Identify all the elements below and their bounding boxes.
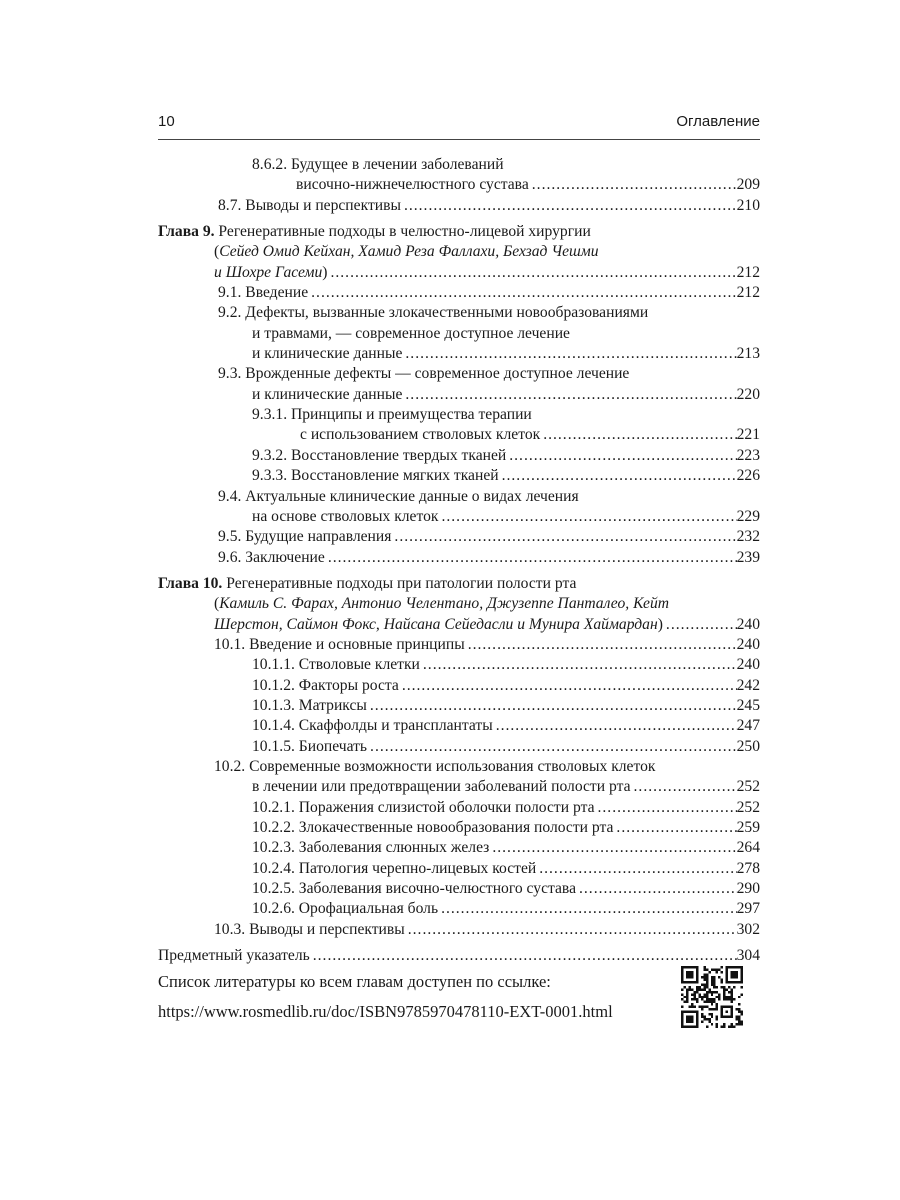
toc-page-number: 210 bbox=[736, 196, 760, 214]
dot-leader bbox=[595, 798, 737, 818]
toc-entry-title: 10.2.5. Заболевания височно-челюстного сустава bbox=[252, 880, 576, 898]
toc-entry[interactable] bbox=[158, 676, 760, 696]
toc-entry-title: 10.3. Выводы и перспективы bbox=[214, 920, 405, 938]
toc-entry-title: Глава 9. Регенеративные подходы в челюстно-лицевой хирургии bbox=[158, 223, 591, 241]
toc-entry[interactable] bbox=[158, 574, 760, 594]
toc-entry-title: и клинические данные bbox=[252, 345, 403, 363]
toc-entry[interactable] bbox=[158, 263, 760, 283]
dot-leader bbox=[506, 446, 736, 466]
toc-entry[interactable] bbox=[158, 548, 760, 568]
toc-entry-title: 10.2.2. Злокачественные новообразования полости рта bbox=[252, 819, 614, 836]
toc-page-number: 252 bbox=[736, 778, 760, 796]
dot-leader bbox=[663, 615, 737, 635]
toc-entry[interactable] bbox=[158, 635, 760, 655]
toc-entry-title: 10.2.4. Патология черепно-лицевых костей bbox=[252, 859, 537, 877]
toc-page-number: 240 bbox=[736, 656, 760, 674]
toc-entry[interactable] bbox=[158, 615, 760, 635]
toc-entry-title: (Сейед Омид Кейхан, Хамид Реза Фаллахи, Бехзад Чешми bbox=[214, 243, 599, 261]
toc-entry-title: в лечении или предотвращении заболеваний полости рта bbox=[252, 778, 631, 796]
toc-entry[interactable] bbox=[158, 507, 760, 527]
toc-entry[interactable] bbox=[158, 155, 760, 175]
toc-entry[interactable] bbox=[158, 446, 760, 466]
toc-entry[interactable] bbox=[158, 818, 760, 838]
toc-entry-title: 10.2. Современные возможности использования стволовых клеток bbox=[214, 757, 656, 775]
toc-entry[interactable] bbox=[158, 899, 760, 919]
toc-page-number: 209 bbox=[736, 176, 760, 194]
toc-entry-title: 10.1. Введение и основные принципы bbox=[214, 635, 465, 653]
dot-leader bbox=[540, 425, 736, 445]
toc-page-number: 278 bbox=[736, 859, 760, 877]
toc-page-number: 240 bbox=[736, 635, 760, 653]
toc-page-number: 232 bbox=[736, 528, 760, 546]
dot-leader bbox=[493, 716, 737, 736]
dot-leader bbox=[308, 283, 736, 303]
dot-leader bbox=[405, 920, 737, 940]
toc-entry[interactable] bbox=[158, 425, 760, 445]
toc-entry[interactable] bbox=[158, 175, 760, 195]
toc-entry[interactable] bbox=[158, 466, 760, 486]
page-number: 10 bbox=[158, 113, 175, 130]
toc-entry-title: 9.4. Актуальные клинические данные о видах лечения bbox=[218, 487, 579, 505]
dot-leader bbox=[325, 548, 737, 568]
dot-leader bbox=[310, 946, 737, 966]
toc-entry-title: 9.2. Дефекты, вызванные злокачественными новообразованиями bbox=[218, 304, 649, 322]
toc-page-number: 247 bbox=[736, 717, 760, 735]
dot-leader bbox=[489, 838, 736, 858]
toc-entry[interactable] bbox=[158, 364, 760, 384]
dot-leader bbox=[529, 175, 737, 195]
toc-entry[interactable] bbox=[158, 859, 760, 879]
dot-leader bbox=[402, 344, 736, 364]
dot-leader bbox=[391, 527, 736, 547]
toc-page-number: 259 bbox=[736, 819, 760, 836]
toc-entry[interactable] bbox=[158, 696, 760, 716]
toc-page-number: 245 bbox=[736, 696, 760, 714]
toc-page-number: 252 bbox=[736, 798, 760, 816]
toc-entry-title: 10.2.6. Орофациальная боль bbox=[252, 900, 439, 918]
toc-entry-title: 10.1.4. Скаффолды и трансплантаты bbox=[252, 717, 493, 735]
references-note-text: Список литературы ко всем главам доступен по ссылке: bbox=[158, 972, 551, 991]
dot-leader bbox=[367, 737, 737, 757]
toc-entry[interactable] bbox=[158, 487, 760, 507]
toc-entry-title: 10.1.3. Матриксы bbox=[252, 696, 367, 714]
toc-page-number: 213 bbox=[736, 345, 760, 363]
toc-page-number: 297 bbox=[736, 900, 760, 918]
toc-entry[interactable] bbox=[158, 838, 760, 858]
toc-entry-title: Предметный указатель bbox=[158, 947, 310, 965]
toc-entry-title: и клинические данные bbox=[252, 385, 403, 403]
toc-entry[interactable] bbox=[158, 324, 760, 344]
toc-entry[interactable] bbox=[158, 798, 760, 818]
toc-page-number: 250 bbox=[736, 737, 760, 755]
toc-page-number: 212 bbox=[736, 263, 760, 281]
toc-entry[interactable] bbox=[158, 222, 760, 242]
toc-entry-title: Шерстон, Саймон Фокс, Найсана Сейедасли и Мунира Хаймардан) bbox=[214, 615, 663, 633]
dot-leader bbox=[465, 635, 737, 655]
toc-page-number: 302 bbox=[736, 920, 760, 938]
toc-entry[interactable] bbox=[158, 283, 760, 303]
toc-entry-title: 8.7. Выводы и перспективы bbox=[218, 196, 401, 214]
toc-entry-title: 10.2.3. Заболевания слюнных желез bbox=[252, 839, 490, 857]
toc-entry[interactable] bbox=[158, 757, 760, 777]
toc-entry[interactable] bbox=[158, 196, 760, 216]
toc-entry[interactable] bbox=[158, 242, 760, 262]
dot-leader bbox=[327, 263, 736, 283]
toc-page-number: 223 bbox=[736, 446, 760, 464]
toc-entry-title: 9.6. Заключение bbox=[218, 548, 325, 566]
toc-entry-title: 9.3.3. Восстановление мягких тканей bbox=[252, 467, 499, 485]
running-title: Оглавление bbox=[676, 113, 760, 130]
dot-leader bbox=[399, 676, 737, 696]
toc-entry[interactable] bbox=[158, 344, 760, 364]
toc-page-number: 221 bbox=[736, 426, 760, 444]
dot-leader bbox=[402, 385, 736, 405]
toc-entry-title: 9.1. Введение bbox=[218, 284, 309, 302]
toc-entry[interactable] bbox=[158, 303, 760, 323]
toc-entry[interactable] bbox=[158, 527, 760, 547]
dot-leader bbox=[438, 507, 736, 527]
toc-entry[interactable] bbox=[158, 879, 760, 899]
toc-page-number: 212 bbox=[736, 284, 760, 302]
toc-entry[interactable] bbox=[158, 737, 760, 757]
dot-leader bbox=[613, 818, 736, 838]
toc-entry[interactable] bbox=[158, 405, 760, 425]
toc-entry-title: 9.3.1. Принципы и преимущества терапии bbox=[252, 406, 532, 424]
toc-entry-title: 10.1.5. Биопечать bbox=[252, 737, 368, 755]
toc-page-number: 264 bbox=[736, 839, 760, 857]
toc-entry[interactable] bbox=[158, 920, 760, 940]
toc-entry-title: и травмами, — современное доступное лечение bbox=[252, 324, 570, 342]
dot-leader bbox=[420, 655, 737, 675]
toc-entry-title: с использованием стволовых клеток bbox=[300, 426, 541, 444]
toc-entry-title: 9.3. Врожденные дефекты — современное доступное лечение bbox=[218, 365, 630, 383]
toc-page-number: 290 bbox=[736, 880, 760, 898]
dot-leader bbox=[576, 879, 737, 899]
toc-entry[interactable] bbox=[158, 655, 760, 675]
toc-entry-title: 10.1.1. Стволовые клетки bbox=[252, 656, 420, 674]
toc-entry-title: на основе стволовых клеток bbox=[252, 507, 439, 525]
toc-entry-title: и Шохре Гасеми) bbox=[214, 263, 328, 281]
toc-page-number: 240 bbox=[736, 615, 760, 633]
toc-entry-title: 9.3.2. Восстановление твердых тканей bbox=[252, 446, 507, 464]
references-link[interactable]: https://www.rosmedlib.ru/doc/ISBN9785970478110-EXT-0001.html bbox=[158, 1002, 613, 1021]
dot-leader bbox=[367, 696, 737, 716]
toc-page-number: 242 bbox=[736, 676, 760, 694]
toc-entry-title: Глава 10. Регенеративные подходы при патологии полости рта bbox=[158, 574, 577, 592]
toc-entry-title: 10.2.1. Поражения слизистой оболочки полости рта bbox=[252, 798, 595, 816]
dot-leader bbox=[401, 196, 737, 216]
references-note bbox=[158, 967, 613, 1027]
toc-entry-title: 10.1.2. Факторы роста bbox=[252, 676, 399, 694]
toc-page-number: 229 bbox=[736, 507, 760, 525]
toc-entry[interactable] bbox=[158, 594, 760, 614]
toc-entry-title: 8.6.2. Будущее в лечении заболеваний bbox=[252, 156, 504, 173]
toc-entry-title: височно-нижнечелюстного сустава bbox=[296, 176, 529, 194]
dot-leader bbox=[536, 859, 736, 879]
table-of-contents bbox=[158, 155, 760, 966]
qr-code-icon[interactable] bbox=[681, 966, 743, 1028]
toc-entry[interactable] bbox=[158, 716, 760, 736]
toc-entry[interactable] bbox=[158, 385, 760, 405]
dot-leader bbox=[438, 899, 737, 919]
toc-entry[interactable] bbox=[158, 777, 760, 797]
dot-leader bbox=[499, 466, 737, 486]
toc-page-number: 239 bbox=[736, 548, 760, 566]
toc-entry-title: 9.5. Будущие направления bbox=[218, 528, 392, 546]
toc-entry[interactable] bbox=[158, 946, 760, 966]
toc-page-number: 220 bbox=[736, 385, 760, 403]
toc-page-number: 226 bbox=[736, 467, 760, 485]
toc-page-number: 304 bbox=[736, 947, 760, 965]
page-header bbox=[158, 113, 760, 140]
dot-leader bbox=[631, 777, 737, 797]
toc-entry-title: (Камиль С. Фарах, Антонио Челентано, Джузеппе Панталео, Кейт bbox=[214, 595, 670, 613]
